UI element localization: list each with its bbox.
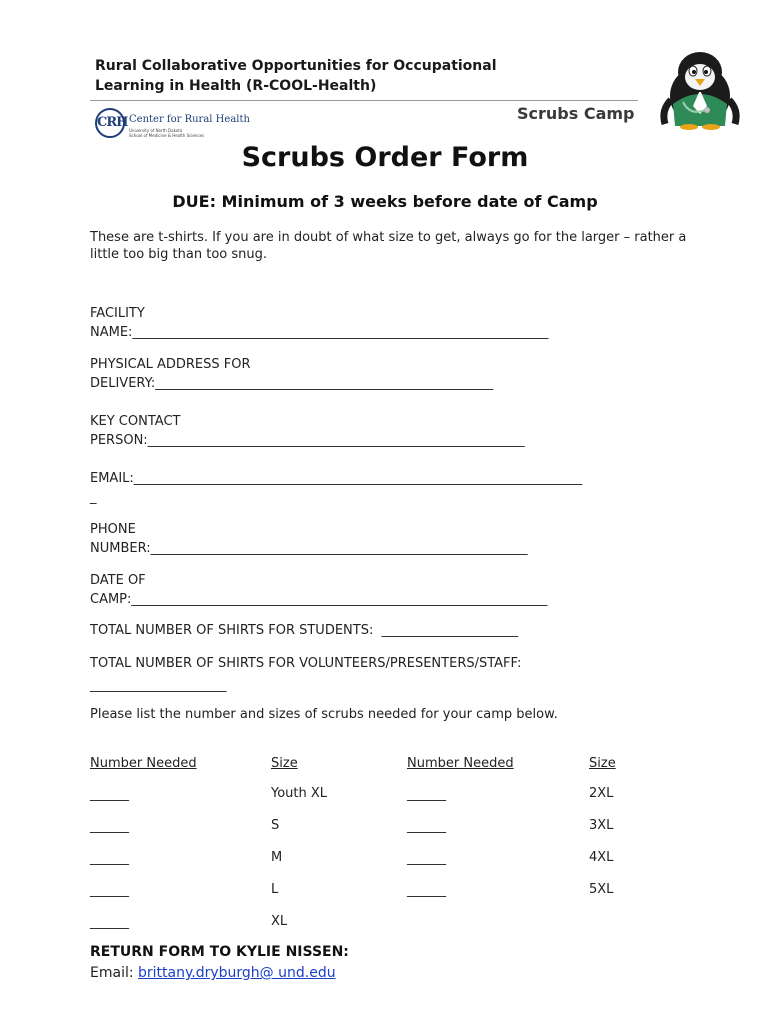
phone-number-line[interactable]: NUMBER:__________________________________________________________: [90, 541, 528, 556]
penguin-in-scrubs-icon: [655, 44, 745, 130]
size-label: 2XL: [589, 786, 614, 801]
quantity-blank[interactable]: ______: [407, 819, 446, 834]
delivery-address-label: PHYSICAL ADDRESS FOR: [90, 357, 251, 372]
quantity-blank[interactable]: ______: [407, 787, 446, 802]
email-line-overflow: _: [90, 490, 97, 505]
size-header-left: Size: [271, 756, 298, 771]
quantity-blank[interactable]: ______: [90, 915, 129, 930]
phone-number-label: PHONE: [90, 522, 136, 537]
camp-name: Scrubs Camp: [517, 104, 635, 123]
key-contact-label: KEY CONTACT: [90, 414, 181, 429]
quantity-blank[interactable]: ______: [90, 851, 129, 866]
organization-title-line-2: Learning in Health (R-COOL-Health): [95, 78, 377, 94]
size-label: XL: [271, 914, 288, 929]
return-email-link[interactable]: brittany.dryburgh@ und.edu: [138, 965, 336, 981]
email-line[interactable]: EMAIL:_____________________________________________________________________: [90, 471, 583, 486]
number-needed-header-left: Number Needed: [90, 756, 197, 771]
quantity-blank[interactable]: ______: [407, 851, 446, 866]
staff-shirts-field[interactable]: [90, 654, 521, 695]
facility-name-field[interactable]: [90, 304, 548, 342]
size-label: Youth XL: [271, 786, 328, 801]
organization-title: [95, 56, 515, 96]
return-email-row: [90, 965, 336, 981]
header-divider: [90, 100, 638, 101]
key-contact-field[interactable]: [90, 412, 525, 450]
due-notice: DUE: Minimum of 3 weeks before date of Camp: [172, 192, 598, 211]
staff-shirts-line[interactable]: _____________________: [90, 678, 227, 693]
size-label: 5XL: [589, 882, 614, 897]
facility-name-label: FACILITY: [90, 306, 145, 321]
staff-shirts-label: TOTAL NUMBER OF SHIRTS FOR VOLUNTEERS/PRESENTERS/STAFF:: [90, 656, 522, 671]
quantity-blank[interactable]: ______: [407, 883, 446, 898]
sizing-instructions: These are t-shirts. If you are in doubt of what size to get, always go for the larger – rather a little too big than too snug.: [90, 230, 687, 262]
organization-title-line-1: Rural Collaborative Opportunities for Occupational: [95, 58, 497, 74]
delivery-address-field[interactable]: [90, 355, 493, 393]
return-form-heading: RETURN FORM TO KYLIE NISSEN:: [90, 944, 349, 960]
logo-subtitle-line-1: University of North Dakota: [129, 128, 183, 133]
student-shirts-line[interactable]: TOTAL NUMBER OF SHIRTS FOR STUDENTS: _____________________: [90, 623, 519, 638]
email-field[interactable]: [90, 469, 582, 507]
logo-name: Center for Rural Health: [129, 114, 250, 125]
size-label: 3XL: [589, 818, 614, 833]
size-label: M: [271, 850, 283, 865]
list-instruction: Please list the number and sizes of scrubs needed for your camp below.: [90, 707, 558, 722]
logo-subtitle: [129, 128, 204, 138]
camp-date-label: DATE OF: [90, 573, 146, 588]
facility-name-line[interactable]: NAME:________________________________________________________________: [90, 325, 549, 340]
number-needed-header-right: Number Needed: [407, 756, 514, 771]
size-label: 4XL: [589, 850, 614, 865]
size-header-right: Size: [589, 756, 616, 771]
quantity-blank[interactable]: ______: [90, 787, 129, 802]
camp-date-line[interactable]: CAMP:________________________________________________________________: [90, 592, 548, 607]
delivery-address-line[interactable]: DELIVERY:____________________________________________________: [90, 376, 494, 391]
form-title: Scrubs Order Form: [241, 142, 529, 173]
size-label: S: [271, 818, 280, 833]
student-shirts-field[interactable]: [90, 621, 518, 640]
quantity-blank[interactable]: ______: [90, 819, 129, 834]
center-for-rural-health-logo: [95, 108, 250, 140]
key-contact-line[interactable]: PERSON:__________________________________________________________: [90, 433, 525, 448]
camp-date-field[interactable]: [90, 571, 547, 609]
logo-subtitle-line-2: School of Medicine & Health Sciences: [129, 133, 205, 138]
size-label: L: [271, 882, 279, 897]
phone-number-field[interactable]: [90, 520, 528, 558]
quantity-blank[interactable]: ______: [90, 883, 129, 898]
crh-logo-mark: CRH: [95, 108, 125, 138]
email-prefix: Email:: [90, 965, 139, 981]
